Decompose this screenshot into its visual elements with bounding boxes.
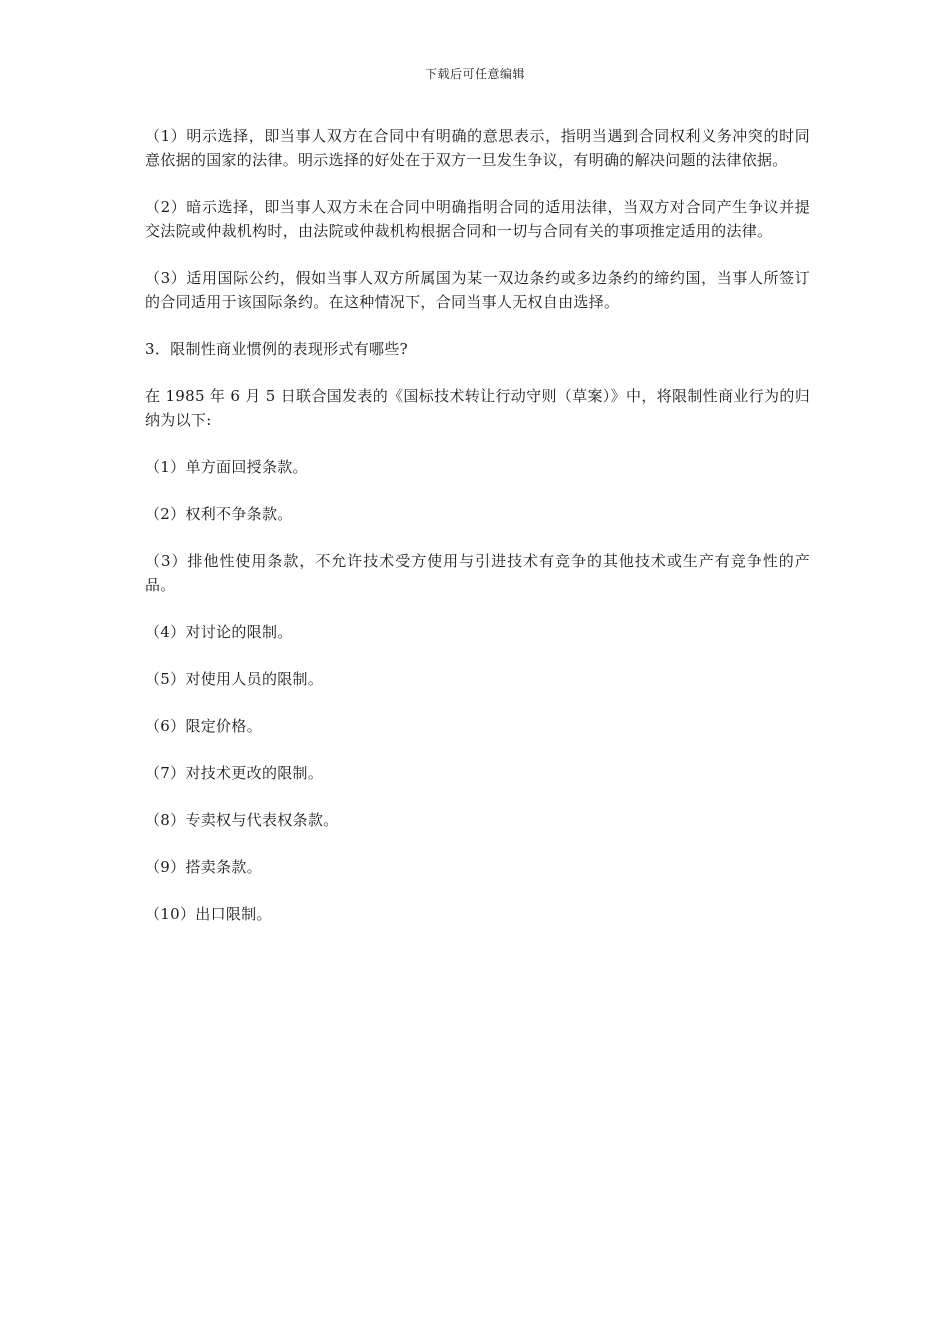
list-item: （3）排他性使用条款，不允许技术受方使用与引进技术有竞争的其他技术或生产有竞争性的产品。 bbox=[145, 552, 810, 594]
document-body bbox=[145, 124, 810, 949]
list-item: （8）专卖权与代表权条款。 bbox=[145, 811, 339, 829]
list-item: （4）对讨论的限制。 bbox=[145, 623, 293, 641]
paragraph-un-code-intro: 在 1985 年 6 月 5 日联合国发表的《国标技术转让行动守则（草案）》中，将限制性商业行为的归纳为以下: bbox=[145, 387, 810, 429]
paragraph-implied-choice: （2）暗示选择，即当事人双方未在合同中明确指明合同的适用法律，当双方对合同产生争议并提交法院或仲裁机构时，由法院或仲裁机构根据合同和一切与合同有关的事项推定适用的法律。 bbox=[145, 198, 810, 240]
list-item: （5）对使用人员的限制。 bbox=[145, 670, 324, 688]
paragraph-express-choice: （1）明示选择，即当事人双方在合同中有明确的意思表示，指明当遇到合同权利义务冲突的时同意依据的国家的法律。明示选择的好处在于双方一旦发生争议，有明确的解决问题的法律依据。 bbox=[145, 127, 810, 169]
list-item: （10）出口限制。 bbox=[145, 905, 272, 923]
list-item: （9）搭卖条款。 bbox=[145, 858, 262, 876]
list-item: （6）限定价格。 bbox=[145, 717, 262, 735]
list-item: （2）权利不争条款。 bbox=[145, 505, 293, 523]
page-header: 下载后可任意编辑 bbox=[424, 67, 525, 81]
paragraph-international-convention: （3）适用国际公约，假如当事人双方所属国为某一双边条约或多边条约的缔约国，当事人所签订的合同适用于该国际条约。在这种情况下，合同当事人无权自由选择。 bbox=[145, 269, 810, 311]
list-item: （1）单方面回授条款。 bbox=[145, 458, 308, 476]
list-item: （7）对技术更改的限制。 bbox=[145, 764, 324, 782]
section-heading-question-3: 3．限制性商业惯例的表现形式有哪些? bbox=[145, 340, 408, 358]
